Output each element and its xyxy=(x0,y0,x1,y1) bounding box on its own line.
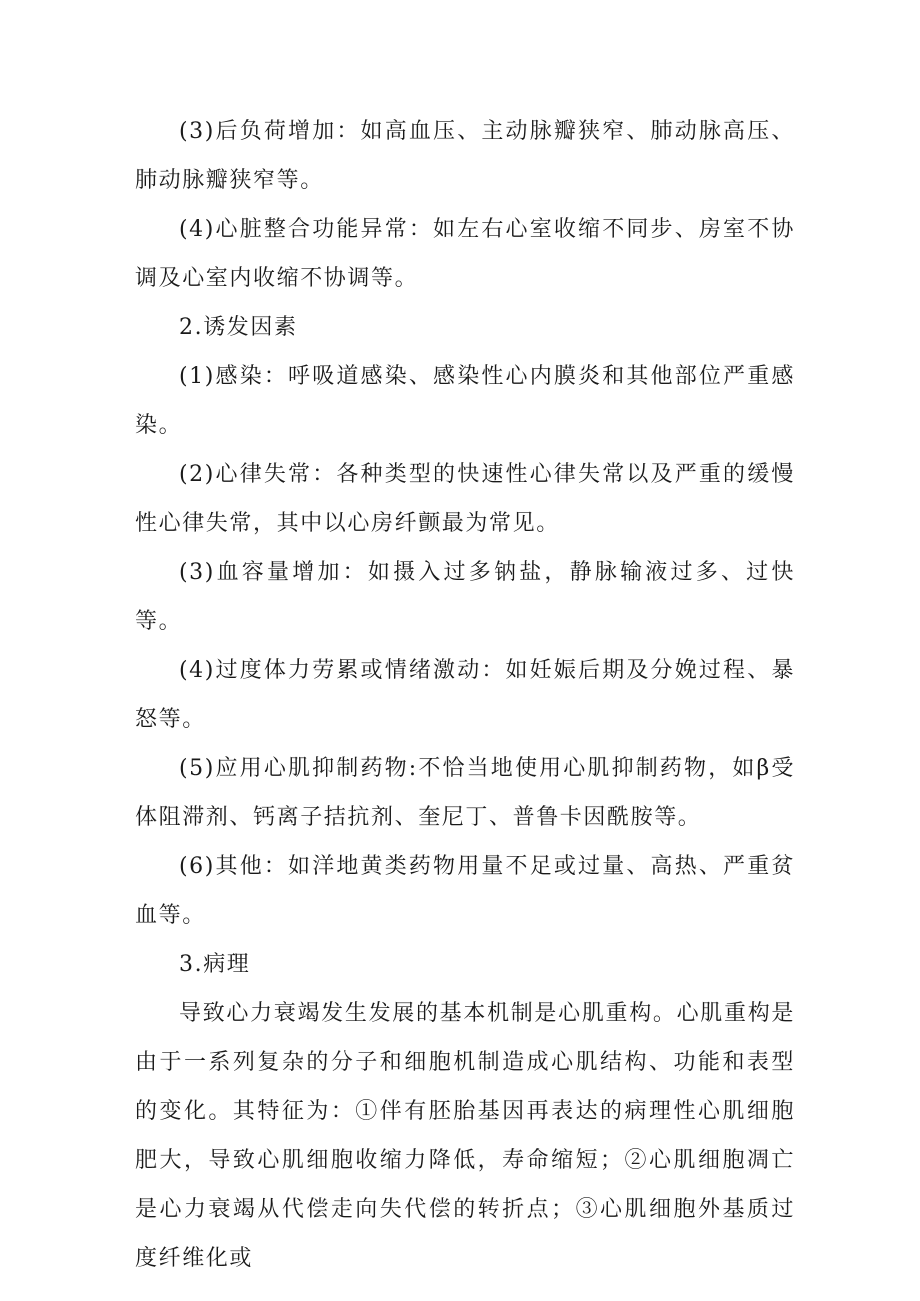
paragraph-drugs: (5)应用心肌抑制药物:不恰当地使用心肌抑制药物，如β受体阻滞剂、钙离子拮抗剂、奎尼丁、普鲁卡因酰胺等。 xyxy=(135,756,795,830)
paragraph-infection: (1)感染：呼吸道感染、感染性心内膜炎和其他部位严重感染。 xyxy=(135,364,795,438)
section-heading-triggers: 2.诱发因素 xyxy=(179,315,298,340)
paragraph-exertion: (4)过度体力劳累或情绪激动：如妊娠后期及分娩过程、暴怒等。 xyxy=(135,658,795,732)
paragraph-arrhythmia: (2)心律失常：各种类型的快速性心律失常以及严重的缓慢性心律失常，其中以心房纤颤最为常见。 xyxy=(135,462,795,536)
paragraph-pathology: 导致心力衰竭发生发展的基本机制是心肌重构。心肌重构是由于一系列复杂的分子和细胞机制造成心肌结构、功能和表型的变化。其特征为：①伴有胚胎基因再表达的病理性心肌细胞肥大，导致心肌细胞收缩力降低，寿命缩短；②心肌细胞凋亡是心力衰竭从代偿走向失代偿的转折点；③心肌细胞外基质过度纤维化或 xyxy=(135,1001,795,1271)
paragraph-integration: (4)心脏整合功能异常：如左右心室收缩不同步、房室不协调及心室内收缩不协调等。 xyxy=(135,217,795,291)
paragraph-afterload: (3)后负荷增加：如高血压、主动脉瓣狭窄、肺动脉高压、肺动脉瓣狭窄等。 xyxy=(135,119,795,193)
section-heading-pathology: 3.病理 xyxy=(179,952,251,977)
document-body xyxy=(135,107,795,1283)
paragraph-other: (6)其他：如洋地黄类药物用量不足或过量、高热、严重贫血等。 xyxy=(135,854,795,928)
paragraph-blood-volume: (3)血容量增加：如摄入过多钠盐，静脉输液过多、过快等。 xyxy=(135,560,795,634)
